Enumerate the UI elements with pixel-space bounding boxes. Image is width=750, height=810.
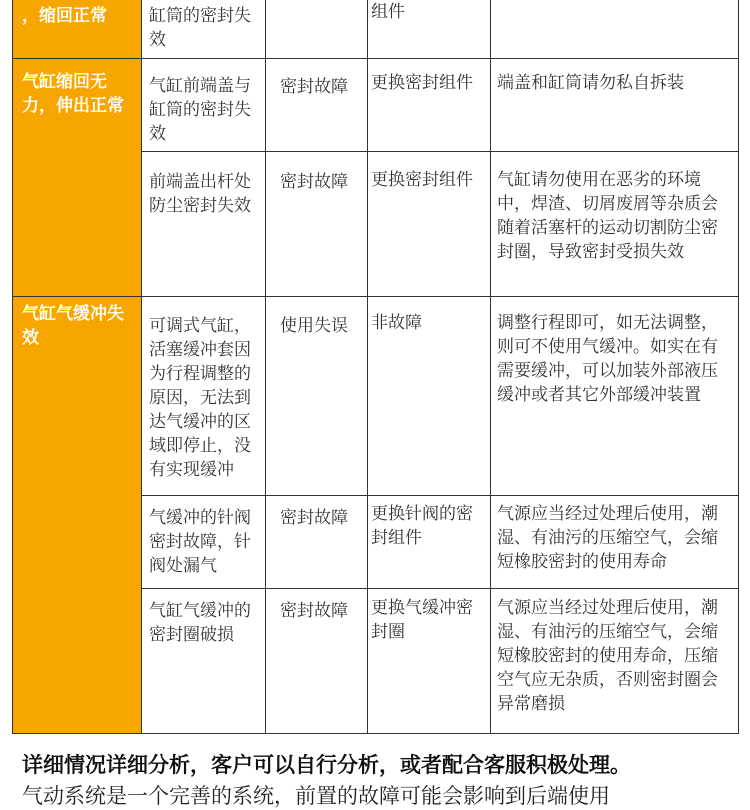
note-cell: 气缸请勿使用在恶劣的环境中，焊渣、切屑废屑等杂质会随着活塞杆的运动切割防尘密封圈，导致密封受损失效 (491, 152, 739, 297)
solution-cell: 更换密封组件 (368, 152, 491, 297)
note-cell: 端盖和缸筒请勿私自拆装 (491, 59, 739, 152)
fault-cause-cell: 气缓冲的针阀密封故障，针阀处漏气 (142, 496, 266, 589)
solution-cell: 更换针阀的密封组件 (368, 496, 491, 589)
fault-type-cell: 密封故障 (266, 152, 368, 297)
fault-cause-cell: 气缸气缓冲的密封圈破损 (142, 589, 266, 734)
fault-category-cell: 气缸气缓冲失效 (13, 297, 142, 734)
table-row (13, 0, 739, 59)
fault-table (12, 0, 739, 734)
fault-type-cell (266, 0, 368, 59)
fault-cause-cell: 缸筒的密封失效 (142, 0, 266, 59)
solution-cell: 组件 (368, 0, 491, 59)
fault-type-cell: 密封故障 (266, 496, 368, 589)
fault-cause-cell: 可调式气缸，活塞缓冲套因为行程调整的原因，无法到达气缓冲的区域即停止，没有实现缓冲 (142, 297, 266, 496)
fault-type-cell: 使用失误 (266, 297, 368, 496)
system-note-text: 气动系统是一个完善的系统，前置的故障可能会影响到后端使用 (22, 784, 610, 808)
fault-type-cell: 密封故障 (266, 59, 368, 152)
fault-category-cell: 气缸缩回无力，伸出正常 (13, 59, 142, 297)
summary-text: 详细情况详细分析，客户可以自行分析，或者配合客服积极处理。 (22, 753, 631, 777)
solution-cell: 非故障 (368, 297, 491, 496)
note-cell: 气源应当经过处理后使用，潮湿、有油污的压缩空气，会缩短橡胶密封的使用寿命，压缩空气应无杂质，否则密封圈会异常磨损 (491, 589, 739, 734)
fault-cause-cell: 前端盖出杆处防尘密封失效 (142, 152, 266, 297)
table-row (13, 59, 739, 152)
fault-cause-cell: 气缸前端盖与缸筒的密封失效 (142, 59, 266, 152)
note-cell (491, 0, 739, 59)
note-cell: 气源应当经过处理后使用，潮湿、有油污的压缩空气，会缩短橡胶密封的使用寿命 (491, 496, 739, 589)
solution-cell: 更换密封组件 (368, 59, 491, 152)
note-cell: 调整行程即可，如无法调整，则可不使用气缓冲。如实在有需要缓冲，可以加装外部液压缓冲或者其它外部缓冲装置 (491, 297, 739, 496)
table-row (13, 297, 739, 496)
solution-cell: 更换气缓冲密封圈 (368, 589, 491, 734)
fault-category-cell: ，缩回正常 (13, 0, 142, 59)
fault-type-cell: 密封故障 (266, 589, 368, 734)
